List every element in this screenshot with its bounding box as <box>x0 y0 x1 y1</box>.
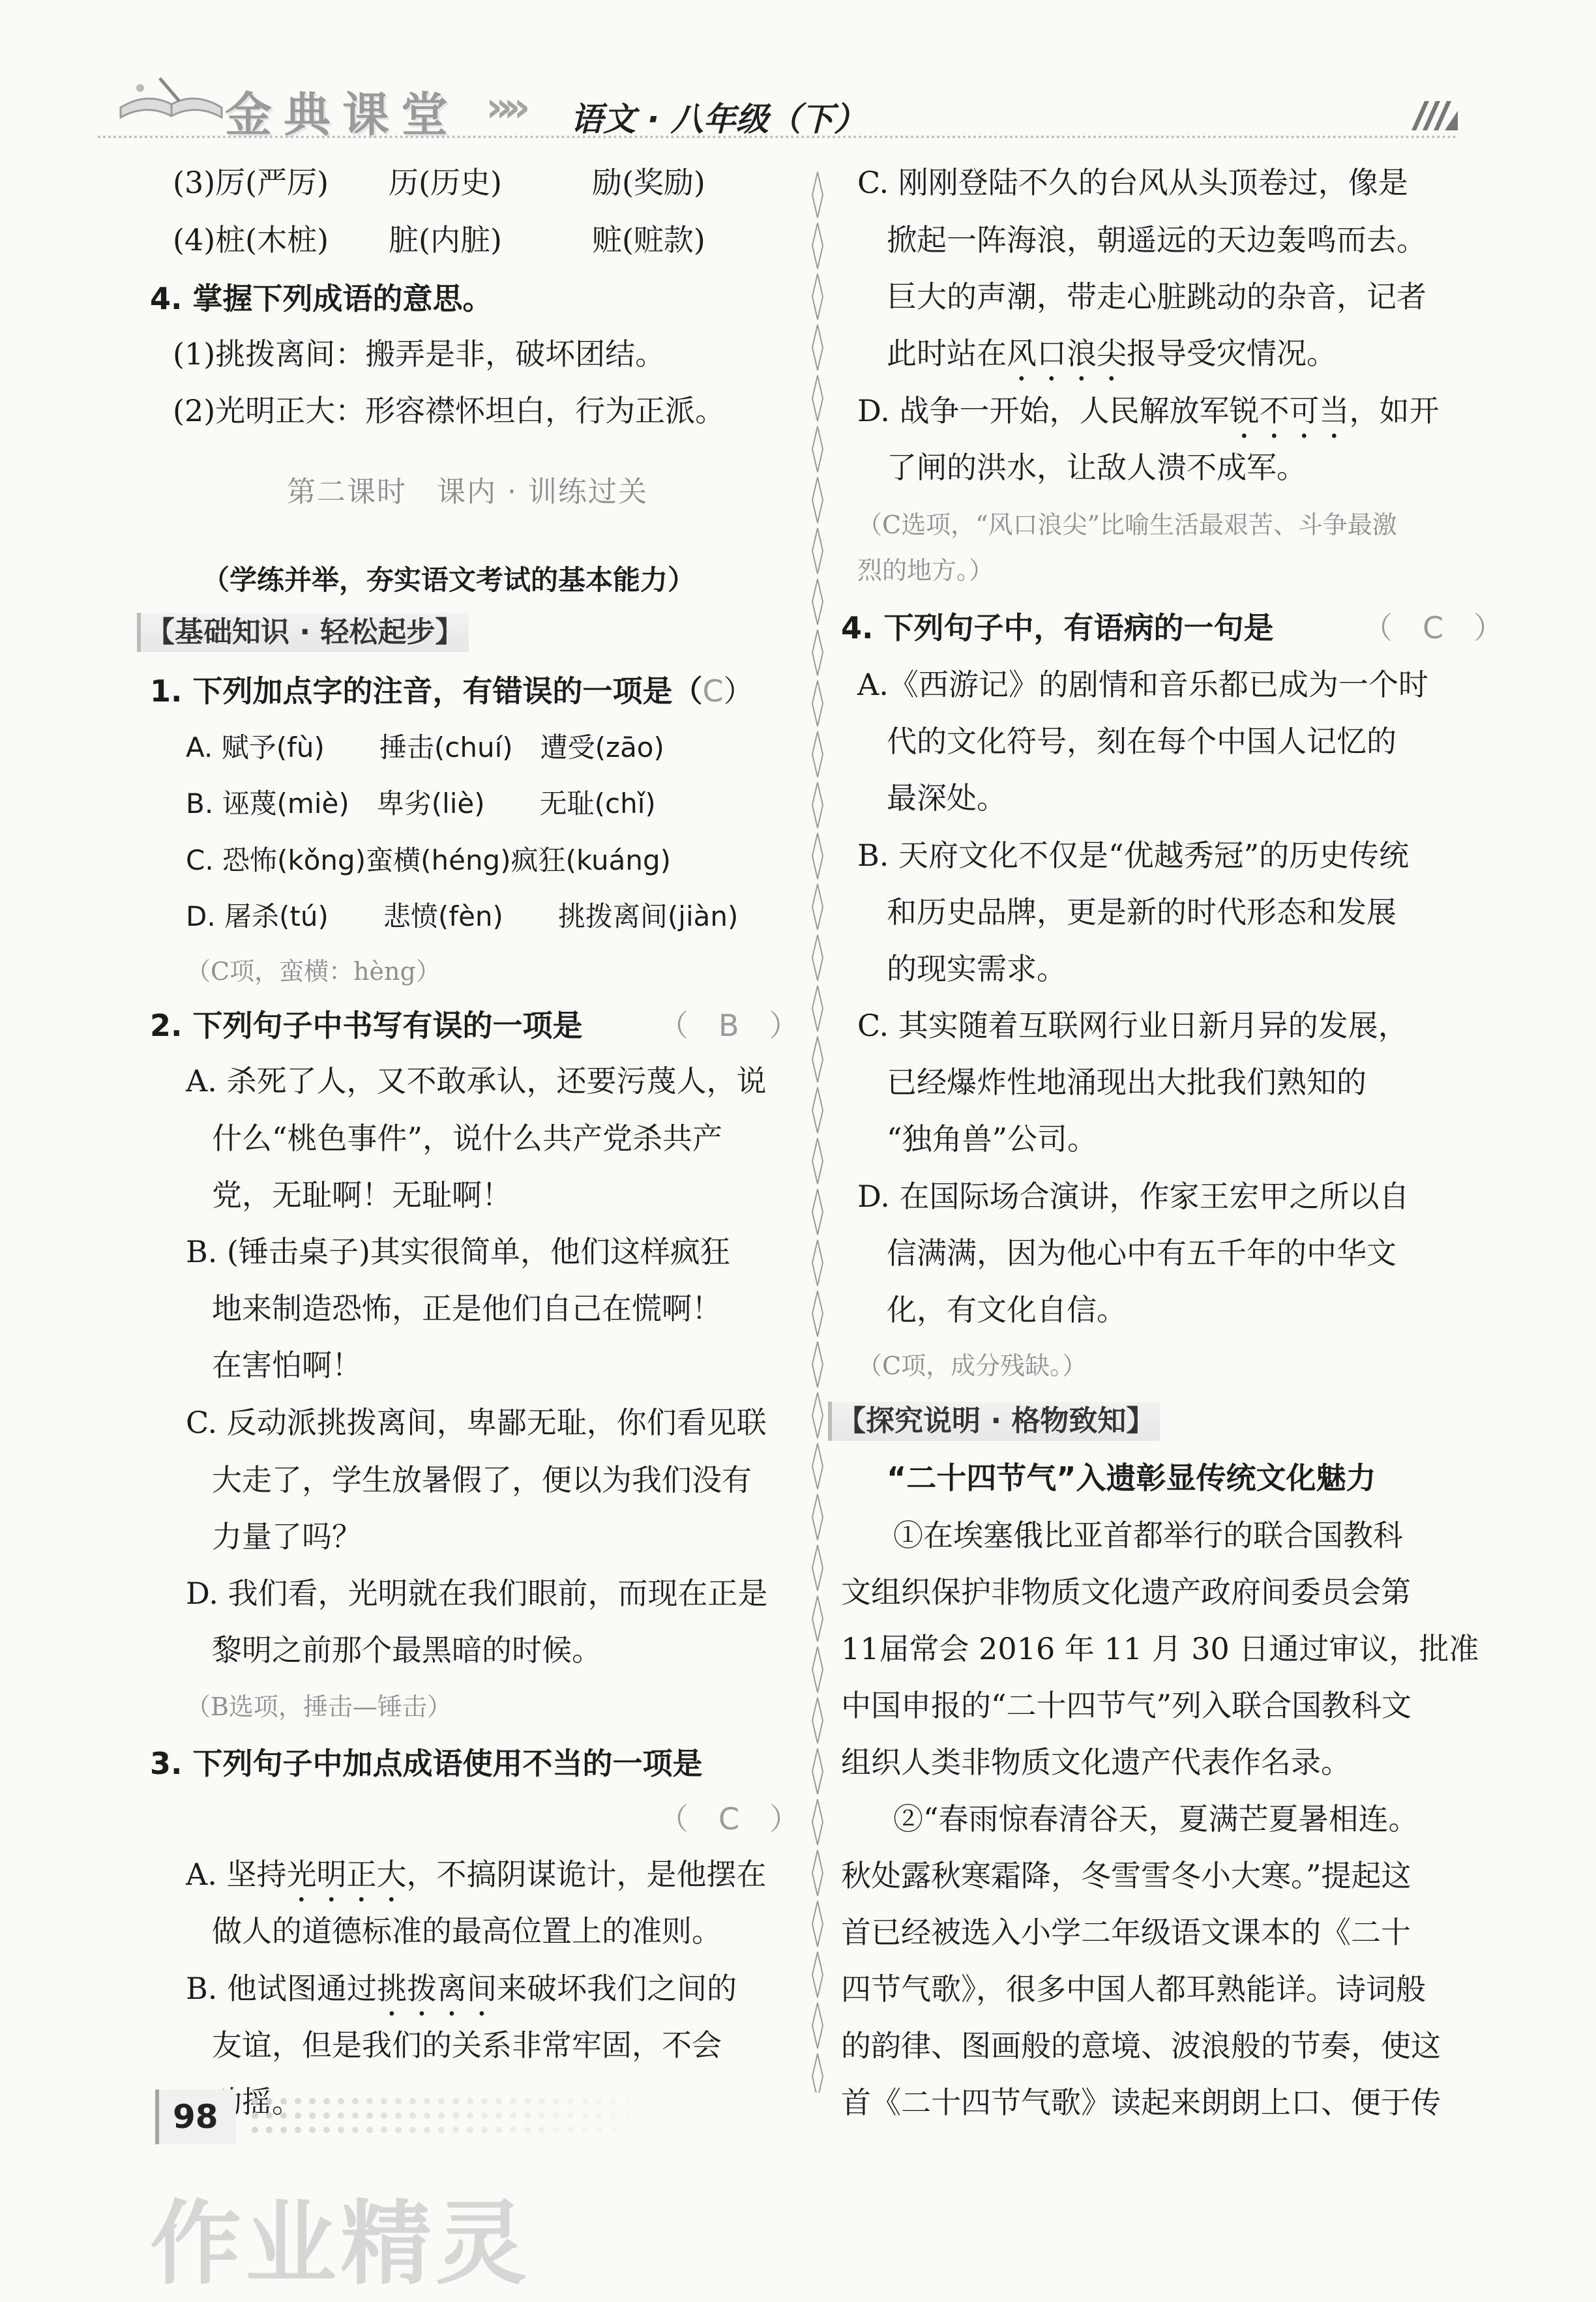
q3-c-pre: 此时站在 <box>887 336 1007 371</box>
q4-option-d-line3: 化，有文化自信。 <box>887 1292 1127 1327</box>
q3-hint-line1: （C选项，“风口浪尖”比喻生活最艰苦、斗争最激 <box>857 510 1397 539</box>
q2-option-d-line2: 黎明之前那个最黑暗的时候。 <box>212 1632 602 1668</box>
q4-option-c-line2: 已经爆炸性地涌现出大批我们熟知的 <box>887 1065 1367 1100</box>
idiom-meaning-2: (2)光明正大：形容襟怀坦白，行为正派。 <box>173 393 726 428</box>
question-1-answer: C <box>702 673 724 709</box>
question-4-title-right: 4. 下列句子中，有语病的一句是 <box>841 610 1274 645</box>
q1-option-d: D. 屠杀(tú) 悲愤(fèn) 挑拨离间(jiàn) <box>186 900 739 932</box>
q2-option-a-line3: 党，无耻啊！无耻啊！ <box>212 1177 512 1213</box>
q1-hint: （C项，蛮横：hèng） <box>186 957 441 986</box>
q4-option-a-line2: 代的文化符号，刻在每个中国人记忆的 <box>887 724 1396 759</box>
para-2-line3: 首已经被选入小学二年级语文课本的《二十 <box>841 1915 1411 1950</box>
article-title: “二十四节气”入遗彰显传统文化魅力 <box>887 1460 1376 1496</box>
q3-a-pre: A. 坚持 <box>186 1857 287 1892</box>
section-tag-basic: 【基础知识 · 轻松起步】 <box>137 613 469 652</box>
page-header <box>0 0 1596 156</box>
question-3-answer: （ C ） <box>658 1801 800 1837</box>
q2-option-b-line3: 在害怕啊！ <box>212 1348 362 1383</box>
q2-option-a-line2: 什么“桃色事件”，说什么共产党杀共产 <box>212 1121 723 1156</box>
q1-option-c: C. 恐怖(kǒng)蛮横(héng)疯狂(kuáng) <box>186 844 672 876</box>
q4-option-d-line1: D. 在国际场合演讲，作家王宏甲之所以自 <box>857 1179 1410 1214</box>
q2-option-c-line2: 大走了，学生放暑假了，便以为我们没有 <box>212 1462 752 1498</box>
q3-c-post: 报导受灾情况。 <box>1127 336 1337 371</box>
q3-option-b-line2: 友谊，但是我们的关系非常牢固，不会 <box>212 2028 722 2063</box>
idiom-meaning-1: (1)挑拨离间：搬弄是非，破坏团结。 <box>173 336 666 372</box>
q4-option-a-line3: 最深处。 <box>887 780 1007 816</box>
q3-option-d-line2: 了闸的洪水，让敌人溃不成军。 <box>887 450 1307 485</box>
lesson-banner: （学练并举，夯实语文考试的基本能力） <box>202 564 696 596</box>
open-book-icon <box>114 72 228 124</box>
q3-d-pre: D. 战争一开始，人民解放军 <box>857 393 1230 428</box>
q2-hint: （B选项，捶击—锤击） <box>186 1692 452 1721</box>
q3-d-idiom: 锐不可当 <box>1229 393 1350 428</box>
q3-c-idiom: 风口浪尖 <box>1007 336 1127 371</box>
question-2-answer: （ B ） <box>658 1008 799 1043</box>
q3-b-post: 来破坏我们之间的 <box>497 1971 737 2006</box>
q2-option-c-line3: 力量了吗？ <box>212 1519 362 1554</box>
section-tag-explore: 【探究说明 · 格物致知】 <box>828 1402 1160 1441</box>
question-4-answer: （ C ） <box>1363 610 1504 645</box>
question-1-close: ） <box>723 673 754 709</box>
q4-hint: （C项，成分残缺。） <box>857 1351 1087 1380</box>
q1-option-b: B. 诬蔑(miè) 卑劣(liè) 无耻(chǐ) <box>186 788 656 819</box>
footer-dot-pattern <box>248 2094 652 2140</box>
question-1-text: 1. 下列加点字的注音，有错误的一项是（ <box>150 673 703 709</box>
q2-option-b-line2: 地来制造恐怖，正是他们自己在慌啊！ <box>212 1291 722 1326</box>
para-1-line1: ①在埃塞俄比亚首都举行的联合国教科 <box>893 1518 1403 1553</box>
corner-stripes-icon <box>1408 95 1460 134</box>
header-rule <box>98 136 1457 138</box>
para-2-line2: 秋处露秋寒霜降，冬雪雪冬小大寒。”提起这 <box>841 1858 1411 1893</box>
q3-option-c-line2: 掀起一阵海浪，朝遥远的天边轰鸣而去。 <box>887 222 1426 258</box>
q3-a-post: ，不搞阴谋诡计，是他摆在 <box>406 1857 767 1892</box>
question-4-title: 4. 掌握下列成语的意思。 <box>150 281 493 316</box>
para-2-line6: 首《二十四节气歌》读起来朗朗上口、便于传 <box>841 2085 1441 2120</box>
para-2-line1: ②“春雨惊春清谷天，夏满芒夏暑相连。 <box>893 1801 1419 1837</box>
q4-option-b-line2: 和历史品牌，更是新的时代形态和发展 <box>887 894 1396 930</box>
q2-option-b-line1: B. (锤击桌子)其实很简单，他们这样疯狂 <box>186 1234 730 1269</box>
q3-option-d-line1 <box>857 391 1440 445</box>
q4-option-b-line1: B. 天府文化不仅是“优越秀冠”的历史传统 <box>857 838 1410 873</box>
q3-option-a-line1 <box>186 1855 766 1909</box>
q4-option-c-line3: “独角兽”公司。 <box>887 1121 1098 1157</box>
para-2-line5: 的韵律、图画般的意境、波浪般的节奏，使这 <box>841 2028 1441 2063</box>
q3-d-post: ，如开 <box>1349 393 1440 428</box>
para-2-line4: 四节气歌》，很多中国人都耳熟能详。诗词般 <box>841 1971 1426 2007</box>
lesson-heading: 第二课时 课内 · 训练过关 <box>287 475 648 509</box>
q4-option-d-line2: 信满满，因为他心中有五千年的中华文 <box>887 1235 1396 1271</box>
subject-title: 语文 · 八年级（下） <box>570 100 866 138</box>
q3-hint-line2: 烈的地方。） <box>857 556 994 585</box>
q3-option-c-line3: 巨大的声潮，带走心脏跳动的杂音，记者 <box>887 279 1426 314</box>
q3-b-pre: B. 他试图通过 <box>186 1971 377 2006</box>
para-1-line5: 组织人类非物质文化遗产代表作名录。 <box>841 1745 1351 1780</box>
question-1-title <box>150 671 754 711</box>
q3-option-c-line4 <box>887 334 1337 388</box>
q3-a-idiom: 光明正大 <box>286 1857 407 1892</box>
q4-option-c-line1: C. 其实随着互联网行业日新月异的发展， <box>857 1008 1408 1043</box>
q3-b-idiom: 挑拨离间 <box>377 1971 497 2006</box>
para-1-line4: 中国申报的“二十四节气”列入联合国教科文 <box>841 1688 1412 1723</box>
q3-option-a-line2: 做人的道德标准的最高位置上的准则。 <box>212 1913 722 1949</box>
q2-option-d-line1: D. 我们看，光明就在我们眼前，而现在正是 <box>186 1576 768 1611</box>
q4-option-a-line1: A.《西游记》的剧情和音乐都已成为一个时 <box>857 667 1428 702</box>
q2-option-a-line1: A. 杀死了人，又不敢承认，还要污蔑人，说 <box>186 1063 767 1099</box>
question-2-title: 2. 下列句子中书写有误的一项是 <box>150 1008 583 1043</box>
q1-option-a: A. 赋予(fù) 捶击(chuí) 遭受(zāo) <box>186 731 664 763</box>
char-row-3: (3)厉(严厉) 历(历史) 励(奖励) <box>173 165 705 200</box>
brand-title: 金典课堂 <box>225 87 460 142</box>
q2-option-c-line1: C. 反动派挑拨离间，卑鄙无耻，你们看见联 <box>186 1405 767 1440</box>
q4-option-b-line3: 的现实需求。 <box>887 951 1067 986</box>
char-row-4: (4)桩(木桩) 脏(内脏) 赃(赃款) <box>173 222 705 258</box>
para-1-line3: 11届常会 2016 年 11 月 30 日通过审议，批准 <box>841 1631 1479 1666</box>
watermark: 作业精灵 <box>150 2191 531 2297</box>
page-number: 98 <box>173 2098 218 2136</box>
q3-option-c-line1: C. 刚刚登陆不久的台风从头顶卷过，像是 <box>857 165 1408 200</box>
column-divider <box>810 170 825 2093</box>
double-chevron-icon: »» <box>486 83 522 132</box>
question-3-title: 3. 下列句子中加点成语使用不当的一项是 <box>150 1746 703 1781</box>
q3-option-b-line1 <box>186 1969 737 2023</box>
para-1-line2: 文组织保护非物质文化遗产政府间委员会第 <box>841 1574 1411 1610</box>
